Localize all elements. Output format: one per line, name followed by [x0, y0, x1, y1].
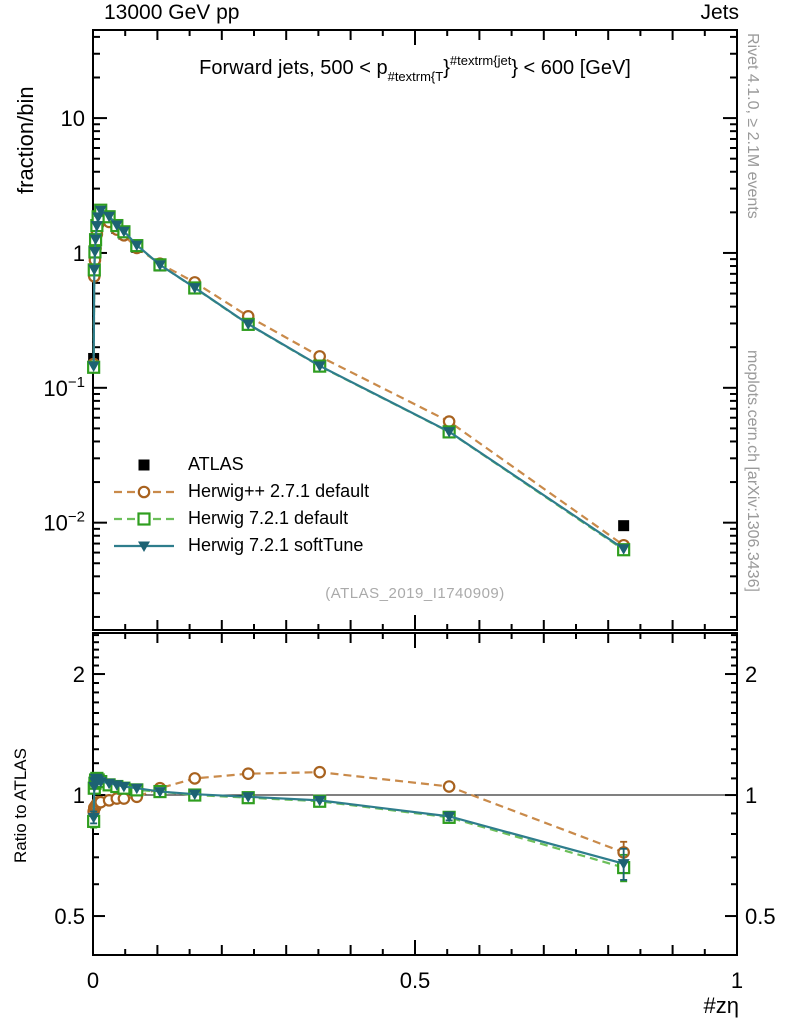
mcplots-reference-note: mcplots.cern.ch [arXiv:1306.3436]	[744, 350, 761, 592]
legend-item-herwigpp-default	[112, 478, 369, 505]
legend-item-atlas	[112, 451, 369, 478]
legend-item-herwig7-default	[112, 505, 369, 532]
svg-text:0.5: 0.5	[745, 904, 776, 930]
ratio-y-axis-title: Ratio to ATLAS	[11, 748, 30, 863]
legend-label: Herwig 7.2.1 default	[188, 508, 349, 528]
svg-text:0.5: 0.5	[54, 904, 85, 930]
svg-text:10−2: $10^{-2}$	[43, 508, 85, 536]
svg-text:1: 1	[730, 968, 744, 993]
plot-title-mid: }	[443, 57, 450, 79]
plot-title-superscript: #textrm{jet	[449, 53, 512, 68]
svg-text:1: 1	[72, 783, 85, 809]
series-ratio-herwig-7-2-1-softtune	[88, 774, 630, 880]
legend-label: Herwig 7.2.1 softTune	[188, 535, 364, 555]
svg-text:0: 0	[86, 968, 100, 993]
svg-text:0.5: 0.5	[399, 968, 431, 993]
plot-title-subscript: #textrm{T	[387, 69, 444, 84]
herwigpp-marker-icon	[112, 481, 176, 503]
series-ratio-herwig-7-2-1-default	[88, 773, 629, 881]
svg-text:1: 1	[72, 240, 85, 266]
svg-text:10−1: $10^{-1}$	[43, 373, 85, 401]
main-y-axis-title: fraction/bin	[13, 86, 38, 194]
legend-label: Herwig++ 2.7.1 default	[188, 481, 370, 501]
herwig7-softtune-marker-icon	[112, 535, 176, 557]
legend-item-herwig7-softtune	[112, 532, 369, 559]
plot-title-prefix: Forward jets, 500 < p	[199, 57, 388, 79]
legend-label: ATLAS	[188, 454, 244, 474]
analysis-id-watermark: (ATLAS_2019_I1740909)	[325, 585, 505, 602]
header-beam-energy: 13000 GeV pp	[104, 1, 240, 24]
header-analysis-group: Jets	[700, 1, 739, 24]
legend	[112, 451, 369, 559]
svg-text:10: 10	[60, 106, 85, 132]
svg-text:1: 1	[745, 783, 758, 809]
rivet-version-note: Rivet 4.1.0, ≥ 2.1M events	[744, 33, 761, 219]
plot-title-suffix: } < 600 [GeV]	[511, 57, 631, 79]
svg-text:2: 2	[72, 662, 85, 688]
plot-title	[199, 53, 631, 84]
herwig7-default-marker-icon	[112, 508, 176, 530]
x-axis-title: #zη	[703, 993, 739, 1018]
svg-text:2: 2	[745, 662, 758, 688]
atlas-marker-icon	[112, 454, 176, 476]
series-ratio-herwig-2-7-1-default	[88, 767, 628, 864]
